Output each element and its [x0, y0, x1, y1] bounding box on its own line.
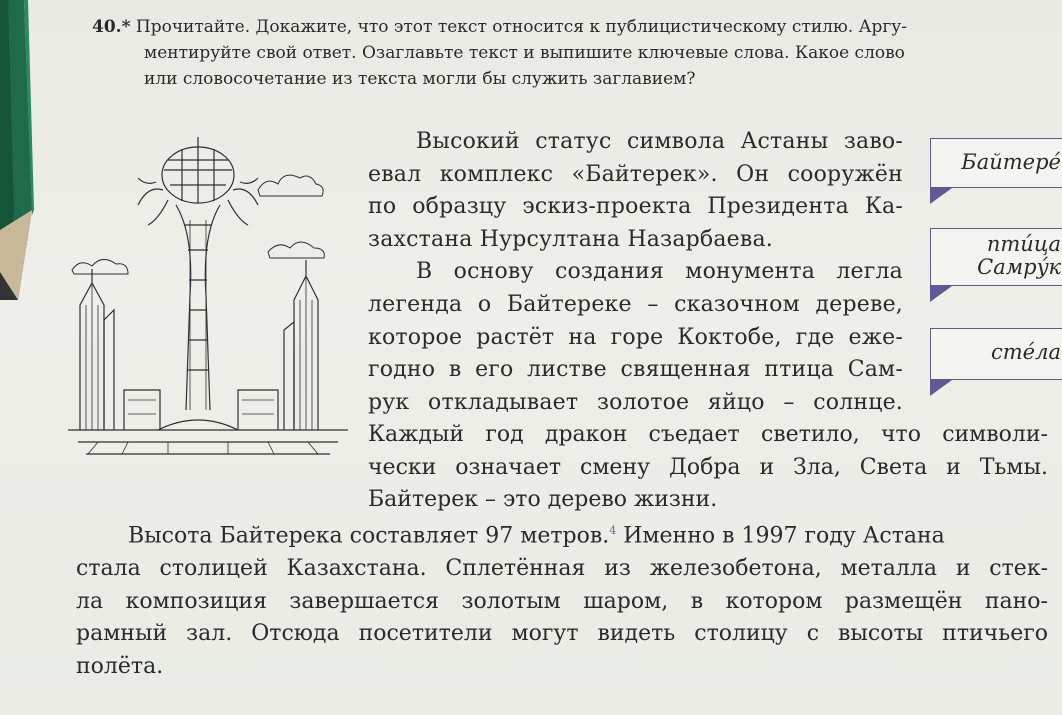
text-line: [76, 515, 1048, 553]
text-line: ла композиция завершается золотым шаром, в котором размещён пано-: [76, 588, 1048, 614]
text-line: захстана Нурсултана Назарбаева.: [368, 226, 773, 252]
text-line: Высокий статус символа Астаны заво-: [416, 129, 903, 154]
tag-word: птúца: [986, 232, 1061, 256]
tag-flag-icon: [930, 380, 952, 396]
tag-word: Самрýк: [977, 255, 1061, 279]
baiterek-tower-illustration: [58, 130, 358, 470]
pencil-icon: [0, 0, 40, 300]
tag-flag-icon: [930, 286, 952, 302]
tag-flag-icon: [930, 188, 952, 204]
margin-tag-stela: [930, 328, 1062, 380]
footnote-marker: 4: [609, 524, 617, 537]
wide-paragraph: [368, 419, 1048, 517]
margin-tag-baiterek: [930, 138, 1062, 188]
text-line: евал комплекс «Байтерек». Он сооружён: [368, 161, 903, 187]
text-line: рамный зал. Отсюда посетители могут видеть столицу с высоты птичьего: [76, 621, 1048, 647]
task-instructions: [92, 14, 1042, 92]
text-line: по образцу эскиз-проекта Президента Ка-: [368, 194, 903, 220]
text-line: полёта.: [76, 653, 164, 679]
tag-word: стéла: [991, 340, 1061, 364]
text-line: чески означает смену Добра и Зла, Света и Тьмы.: [368, 454, 1048, 480]
task-line: Прочитайте. Докажите, что этот текст относится к публицистическому стилю. Аргу-: [135, 17, 908, 37]
text-line: которое растёт на горе Коктобе, где еже-: [368, 324, 903, 350]
text-line: стала столицей Казахстана. Сплетённая из железобетона, металла и стек-: [76, 555, 1048, 581]
text-line: рук откладывает золотое яйцо – солнце.: [368, 389, 903, 415]
column-paragraph: [368, 126, 903, 419]
full-paragraph: [76, 515, 1048, 683]
text-line: годно в его листве священная птица Сам-: [368, 357, 903, 383]
text-line: В основу создания монумента легла: [416, 259, 903, 285]
task-number: 40.*: [92, 17, 131, 37]
margin-tag-samruk: [930, 228, 1062, 286]
tag-word: Байтерé: [961, 150, 1061, 174]
task-line: ментируйте свой ответ. Озаглавьте текст и выпишите ключевые слова. Какое слово: [144, 43, 905, 63]
text-segment: Высота Байтерека составляет 97 метров.: [128, 523, 610, 549]
task-line: или словосочетание из текста могли бы служить заглавием?: [144, 69, 696, 89]
text-line: Байтерек – это дерево жизни.: [368, 487, 718, 513]
text-line: Каждый год дракон съедает светило, что символи-: [368, 422, 1048, 447]
text-line: легенда о Байтереке – сказочном дереве,: [368, 291, 903, 317]
text-segment: Именно в 1997 году Астана: [616, 523, 945, 549]
